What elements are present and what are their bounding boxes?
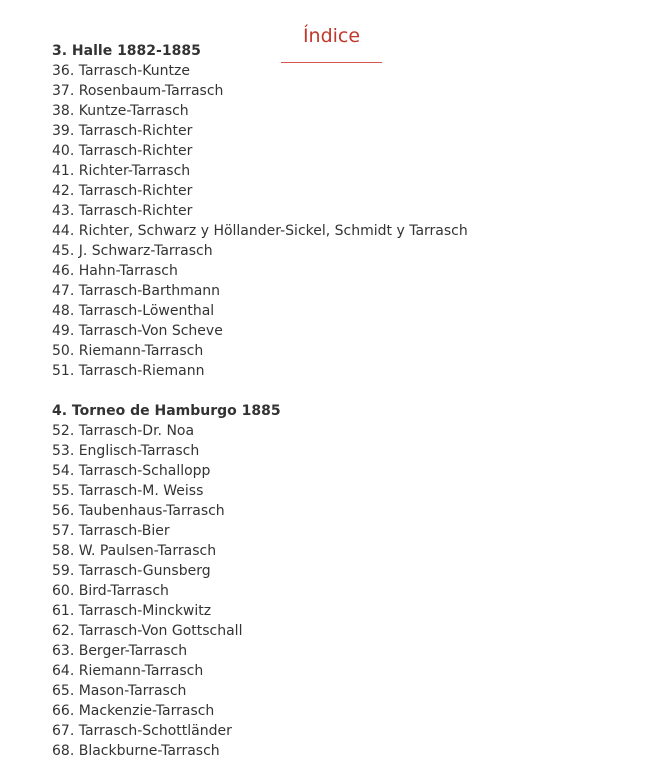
list-item[interactable]: 40. Tarrasch-Richter — [52, 143, 193, 159]
section-heading: 3. Halle 1882-1885 — [52, 43, 201, 59]
list-item[interactable]: 51. Tarrasch-Riemann — [52, 363, 205, 379]
list-item[interactable]: 60. Bird-Tarrasch — [52, 583, 169, 599]
list-item[interactable]: 64. Riemann-Tarrasch — [52, 663, 204, 679]
page-title: Índice — [302, 25, 361, 47]
list-item[interactable]: 56. Taubenhaus-Tarrasch — [52, 503, 225, 519]
list-item[interactable]: 43. Tarrasch-Richter — [52, 203, 193, 219]
list-item[interactable]: 49. Tarrasch-Von Scheve — [52, 323, 223, 339]
list-item[interactable]: 48. Tarrasch-Löwenthal — [52, 303, 215, 319]
list-item[interactable]: 41. Richter-Tarrasch — [52, 163, 191, 179]
list-item[interactable]: 68. Blackburne-Tarrasch — [52, 743, 220, 759]
list-item[interactable]: 59. Tarrasch-Gunsberg — [52, 563, 211, 579]
list-item[interactable]: 52. Tarrasch-Dr. Noa — [52, 423, 195, 439]
list-item[interactable]: 39. Tarrasch-Richter — [52, 123, 193, 139]
list-item[interactable]: 55. Tarrasch-M. Weiss — [52, 483, 204, 499]
list-item[interactable]: 42. Tarrasch-Richter — [52, 183, 193, 199]
list-item[interactable]: 54. Tarrasch-Schallopp — [52, 463, 211, 479]
list-item[interactable]: 57. Tarrasch-Bier — [52, 523, 170, 539]
list-item[interactable]: 44. Richter, Schwarz y Höllander-Sickel, Schmidt y Tarrasch — [52, 223, 468, 239]
list-item[interactable]: 62. Tarrasch-Von Gottschall — [52, 623, 243, 639]
index-list — [52, 41, 652, 781]
list-item[interactable]: 61. Tarrasch-Minckwitz — [52, 603, 212, 619]
list-item[interactable]: 67. Tarrasch-Schottländer — [52, 723, 232, 739]
list-item[interactable]: 53. Englisch-Tarrasch — [52, 443, 200, 459]
list-item[interactable]: 66. Mackenzie-Tarrasch — [52, 703, 215, 719]
section-heading: 4. Torneo de Hamburgo 1885 — [52, 403, 281, 419]
list-item[interactable]: 65. Mason-Tarrasch — [52, 683, 187, 699]
list-item[interactable]: 63. Berger-Tarrasch — [52, 643, 188, 659]
list-item[interactable]: 47. Tarrasch-Barthmann — [52, 283, 221, 299]
section-halle — [52, 41, 652, 381]
list-item[interactable]: 37. Rosenbaum-Tarrasch — [52, 83, 224, 99]
list-item[interactable]: 46. Hahn-Tarrasch — [52, 263, 178, 279]
list-item[interactable]: 58. W. Paulsen-Tarrasch — [52, 543, 217, 559]
list-item[interactable]: 50. Riemann-Tarrasch — [52, 343, 204, 359]
list-item[interactable]: 36. Tarrasch-Kuntze — [52, 63, 190, 79]
list-item[interactable]: 38. Kuntze-Tarrasch — [52, 103, 189, 119]
list-item[interactable]: 45. J. Schwarz-Tarrasch — [52, 243, 213, 259]
section-hamburgo — [52, 401, 652, 761]
